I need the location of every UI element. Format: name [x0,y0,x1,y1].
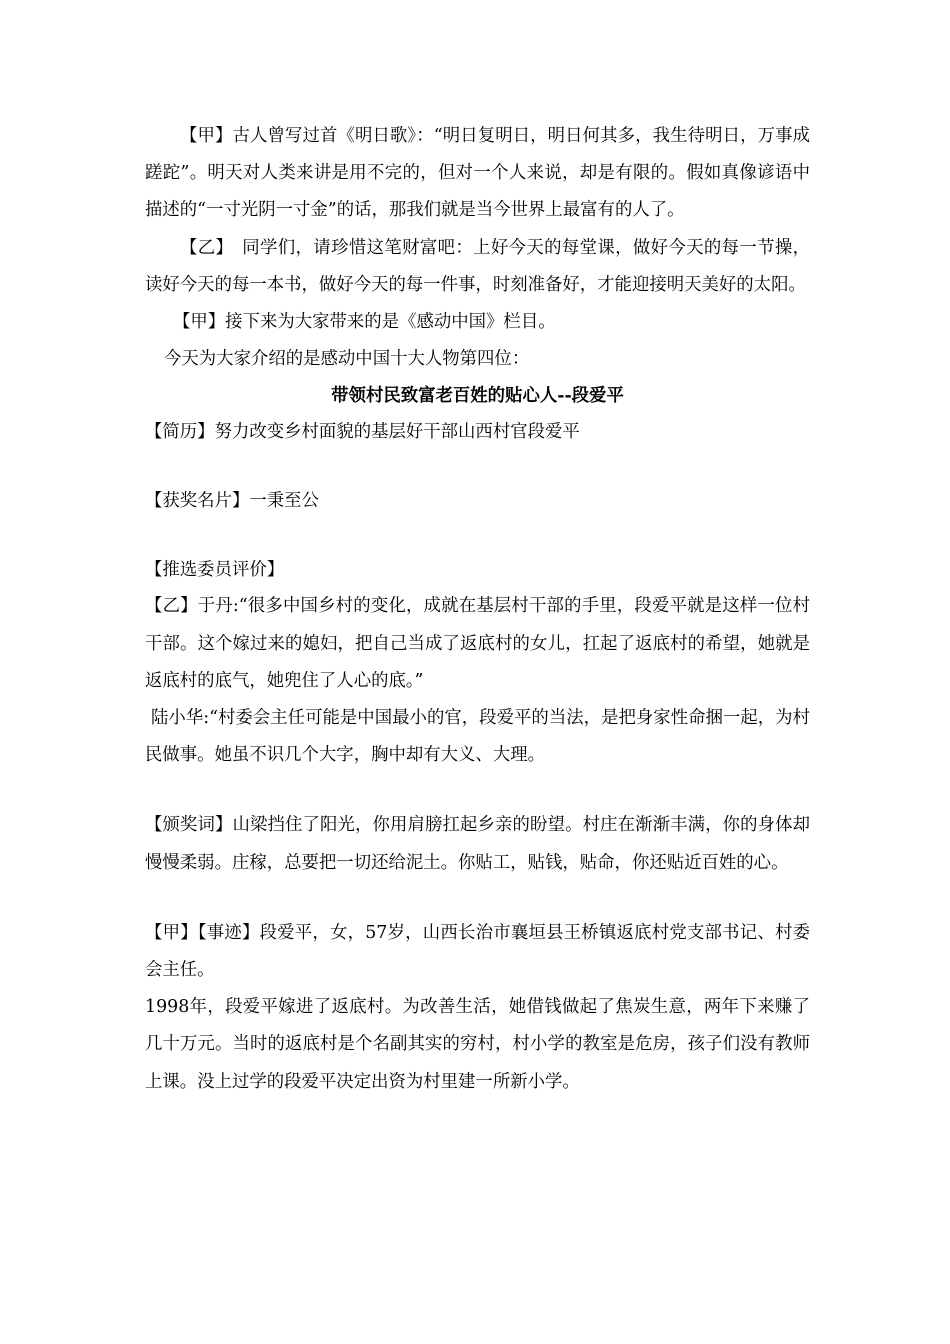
paragraph-deeds-intro: 【甲】【事迹】段爱平，女，57岁，山西长治市襄垣县王桥镇返底村党支部书记、村委会主任。 [145,922,810,981]
blank-line [145,519,810,552]
paragraph-award-speech: 【颁奖词】山梁挡住了阳光，你用肩膀扛起乡亲的盼望。村庄在渐渐丰满，你的身体却慢慢柔弱。庄稼，总要把一切还给泥土。你贴工，贴钱，贴命，你还贴近百姓的心。 [145,815,810,873]
paragraph-yu-dan-comment: 【乙】于丹:“很多中国乡村的变化，成就在基层村干部的手里，段爱平就是这样一位村干部。这个嫁过来的媳妇，把自己当成了返底村的女儿，扛起了返底村的希望，她就是返底村的底气，她兜住了人心的底。” [145,596,810,691]
paragraph-resume: 【简历】努力改变乡村面貌的基层好干部山西村官段爱平 [145,422,580,443]
section-title: 带领村民致富老百姓的贴心人--段爱平 [331,386,624,407]
paragraph-ming-ri-ge: 【甲】古人曾写过首《明日歌》：“明日复明日，明日何其多，我生待明日，万事成蹉跎”。明天对人类来讲是用不完的，但对一个人来说，却是有限的。假如真像谚语中描述的“一寸光阴一寸金”的话，那我们就是当今世界上最富有的人了。 [145,126,810,221]
paragraph-person-intro: 今天为大家介绍的是感动中国十大人物第四位： [164,349,530,370]
document-page [145,118,810,1101]
paragraph-award-card: 【获奖名片】一秉至公 [145,491,319,512]
paragraph-segment-intro: 【甲】接下来为大家带来的是《感动中国》栏目。 [173,312,556,333]
paragraph-deeds-story: 1998年，段爱平嫁进了返底村。为改善生活，她借钱做起了焦炭生意，两年下来赚了几十万元。当时的返底村是个名副其实的穷村，村小学的教室是危房，孩子们没有教师上课。没上过学的段爱平决定出资为村里建一所新小学。 [145,997,810,1092]
paragraph-lu-xiaohua-comment: 陆小华:“村委会主任可能是中国最小的官，段爱平的当法，是把身家性命捆一起，为村民做事。她虽不识几个大字，胸中却有大义、大理。 [145,708,810,766]
blank-line [145,774,810,807]
paragraph-cherish-time: 【乙】 同学们，请珍惜这笔财富吧：上好今天的每堂课，做好今天的每一节操，读好今天的每一本书，做好今天的每一件事，时刻准备好，才能迎接明天美好的太阳。 [145,237,810,295]
paragraph-committee-heading: 【推选委员评价】 [145,560,285,581]
blank-line [145,882,810,915]
blank-line [145,450,810,483]
